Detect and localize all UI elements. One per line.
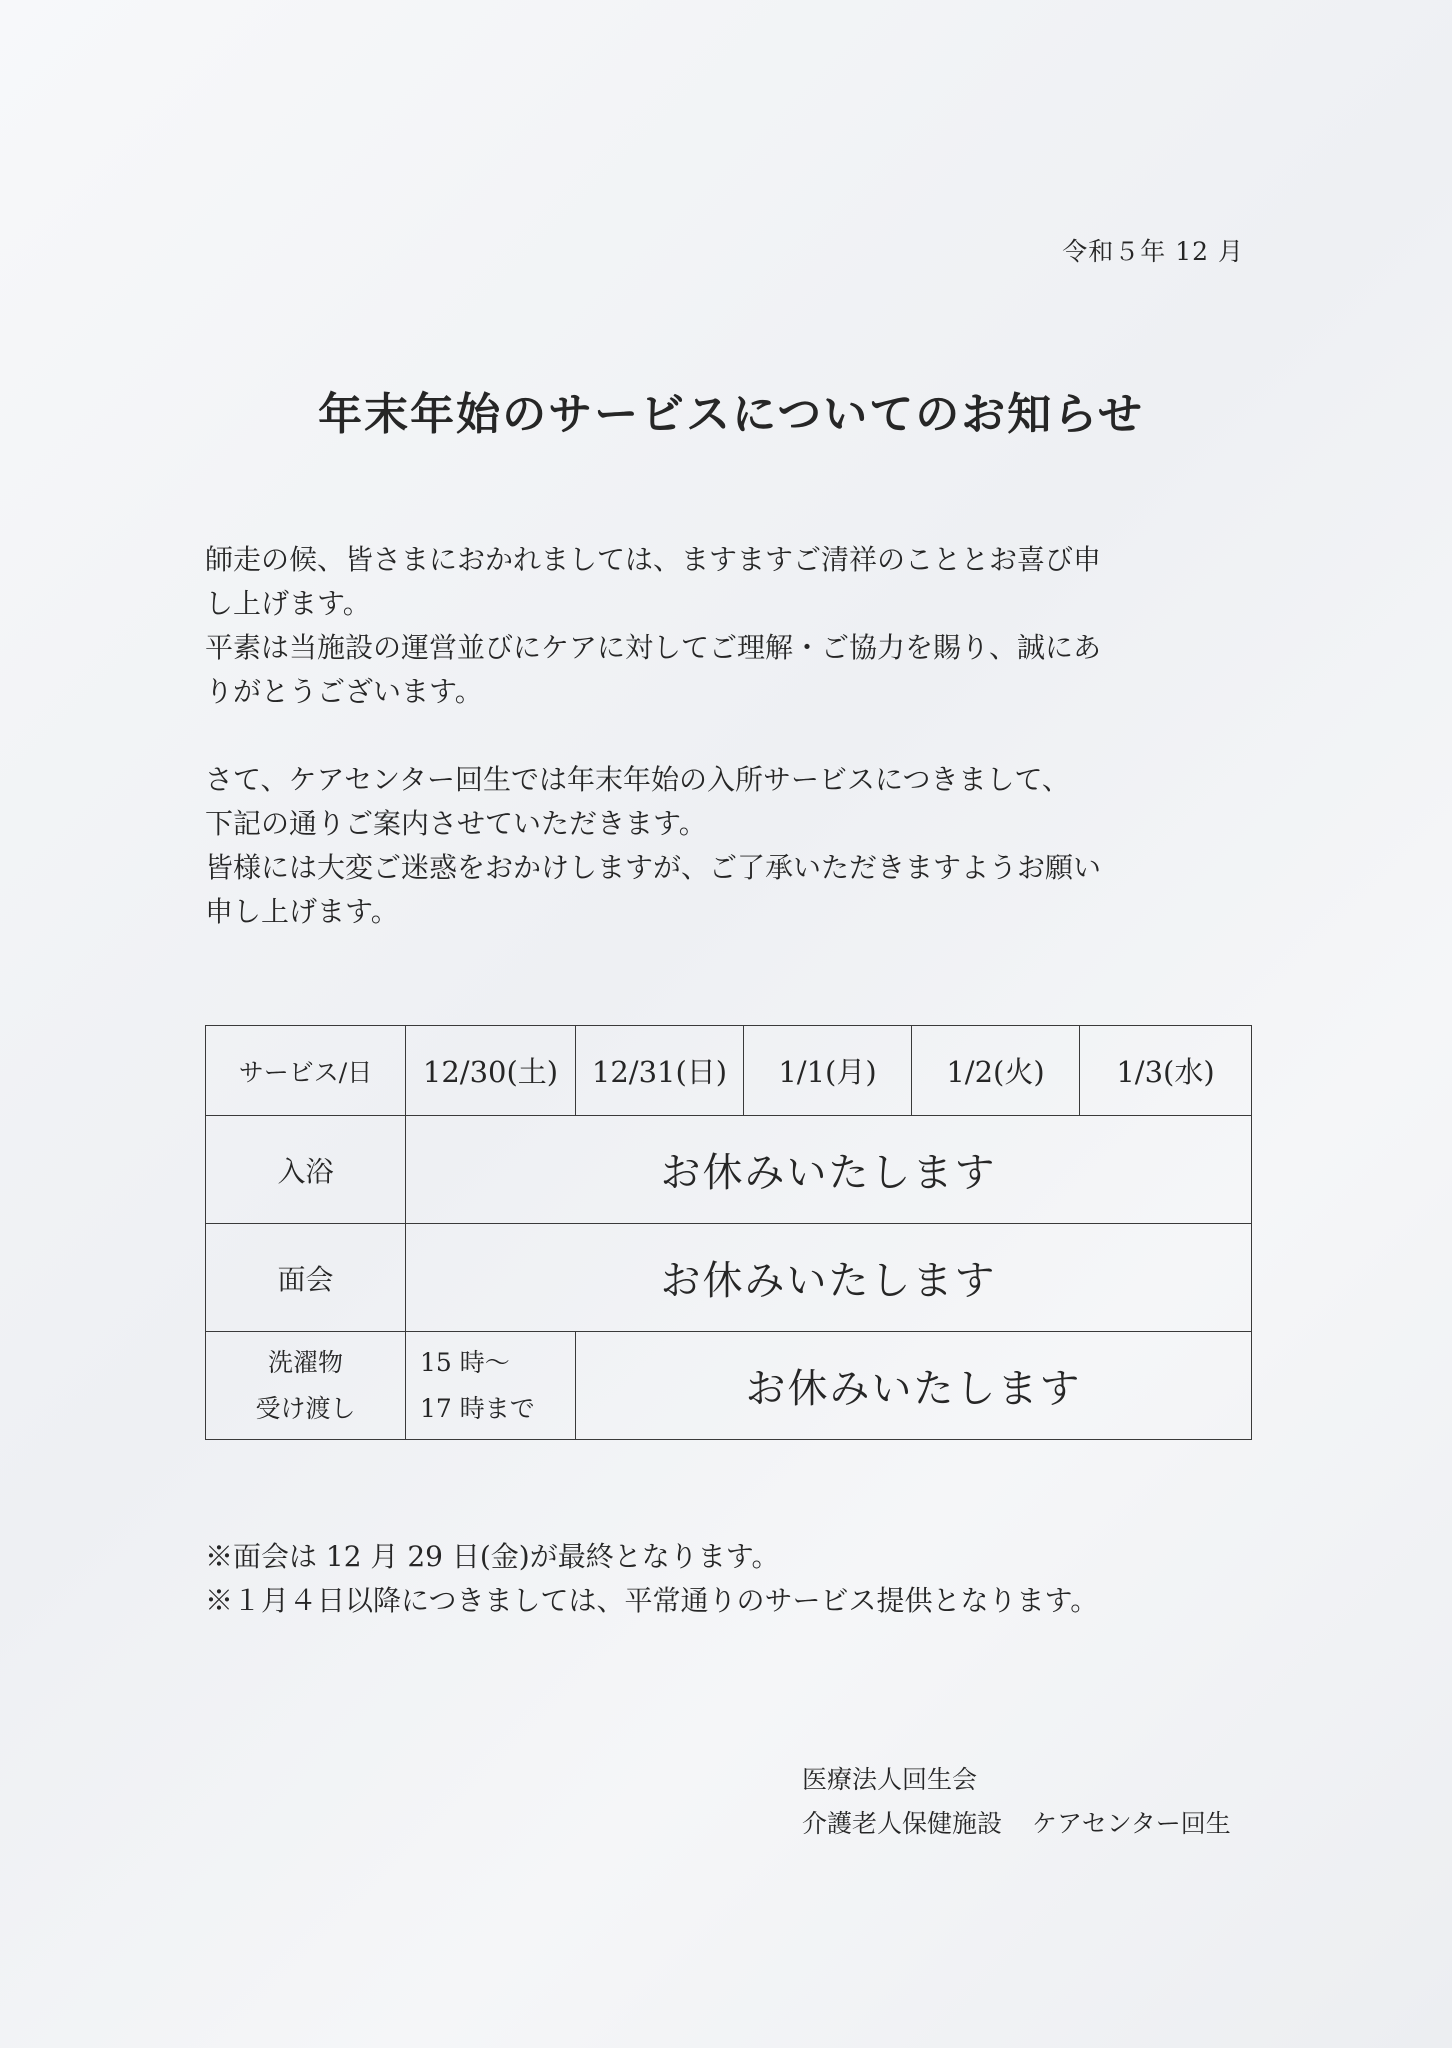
notice-title: 年末年始のサービスについてのお知らせ	[318, 389, 1144, 440]
laundry-hours	[406, 1332, 576, 1440]
row-label-laundry	[206, 1332, 406, 1440]
laundry-label-line: 洗濯物	[267, 1347, 343, 1377]
footnote: ※面会は 12 月 29 日(金)が最終となります。	[205, 1540, 780, 1573]
header-day: 1/3(水)	[1080, 1026, 1252, 1116]
greeting-line: 平素は当施設の運営並びにケアに対してご理解・ご協力を賜り、誠にあ	[205, 631, 1102, 664]
closed-status-bath: お休みいたします	[406, 1116, 1252, 1224]
table-row-bath	[206, 1116, 1252, 1224]
paragraph-gap	[205, 714, 1265, 758]
notice-body	[205, 538, 1265, 934]
header-day: 12/31(日)	[576, 1026, 744, 1116]
organization-signature	[802, 1758, 1231, 1846]
facility-name: ケアセンター回生	[1032, 1809, 1231, 1838]
closed-status-visit: お休みいたします	[406, 1224, 1252, 1332]
facility-line	[802, 1802, 1231, 1846]
notice-line: 皆様には大変ご迷惑をおかけしますが、ご了承いただきますようお願い	[205, 851, 1102, 884]
table-row-visit	[206, 1224, 1252, 1332]
greeting-line: 師走の候、皆さまにおかれましては、ますますご清祥のこととお喜び申	[205, 543, 1102, 576]
schedule-table	[205, 1025, 1252, 1440]
laundry-label-line: 受け渡し	[255, 1393, 356, 1423]
header-service-day: サービス/日	[206, 1026, 406, 1116]
header-day: 1/2(火)	[912, 1026, 1080, 1116]
laundry-time-line: 15 時～	[420, 1347, 510, 1377]
row-label-visit: 面会	[206, 1224, 406, 1332]
greeting-line: りがとうございます。	[205, 675, 483, 708]
facility-type: 介護老人保健施設	[802, 1809, 1003, 1838]
closed-status-laundry: お休みいたします	[576, 1332, 1252, 1440]
row-label-bath: 入浴	[206, 1116, 406, 1224]
table-row-laundry	[206, 1332, 1252, 1440]
issue-date: 令和５年 12 月	[1062, 237, 1244, 266]
table-header-row	[206, 1026, 1252, 1116]
laundry-time-line: 17 時まで	[420, 1393, 535, 1423]
org-name: 医療法人回生会	[802, 1765, 978, 1794]
notice-line: 下記の通りご案内させていただきます。	[205, 807, 707, 840]
header-day: 1/1(月)	[744, 1026, 912, 1116]
footnotes	[205, 1535, 1098, 1623]
header-day: 12/30(土)	[406, 1026, 576, 1116]
footnote: ※１月４日以降につきましては、平常通りのサービス提供となります。	[205, 1584, 1099, 1617]
notice-line: さて、ケアセンター回生では年末年始の入所サービスにつきまして、	[205, 763, 1070, 796]
greeting-line: し上げます。	[205, 587, 371, 620]
notice-line: 申し上げます。	[205, 895, 399, 928]
